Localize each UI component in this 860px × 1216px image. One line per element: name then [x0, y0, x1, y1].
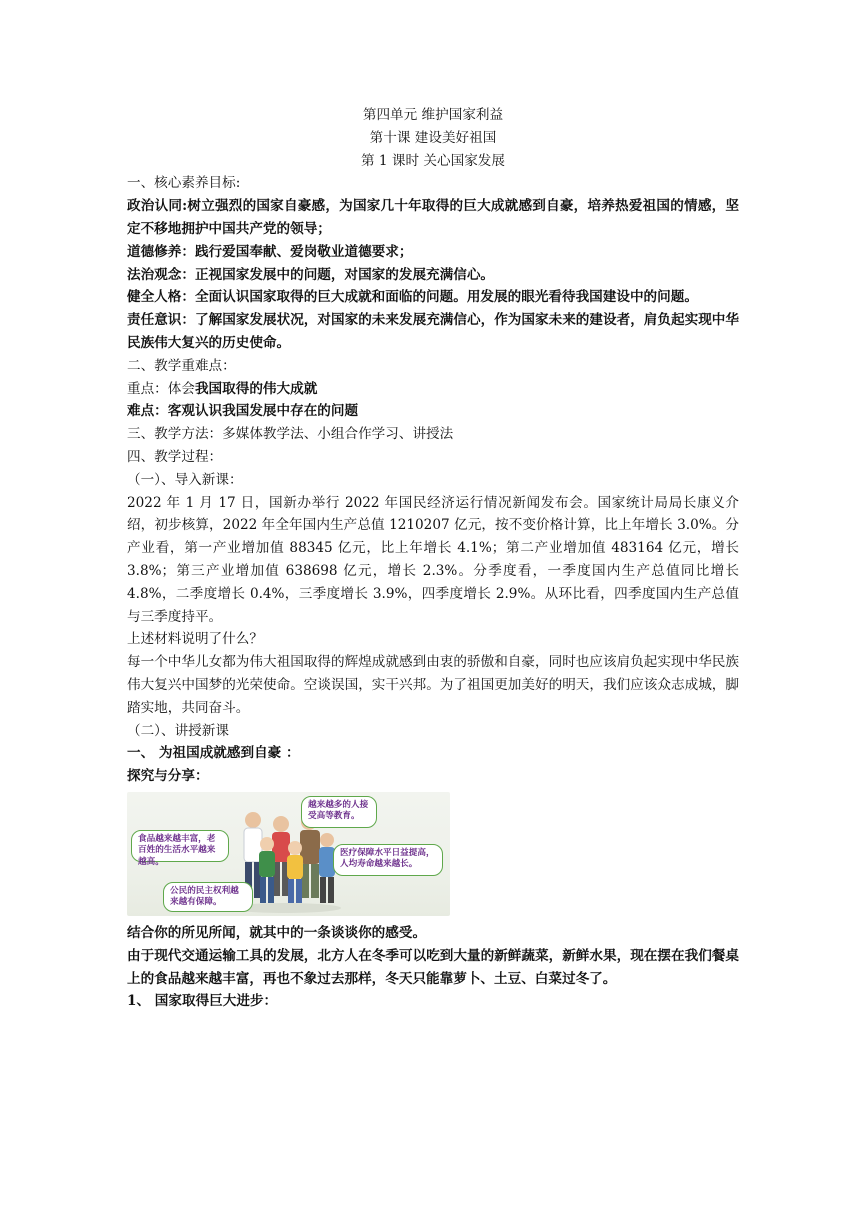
key-point — [127, 378, 739, 401]
part-one-title: 一、 为祖国成就感到自豪 ： — [127, 745, 300, 762]
intro-title: （一）、导入新课： — [127, 471, 243, 488]
period-heading: 第 1 课时 关心国家发展 — [361, 152, 505, 169]
goal-moral-cultivation: 道德修养：践行爱国奉献、爱岗敬业道德要求； — [127, 243, 413, 260]
unit-heading: 第四单元 维护国家利益 — [362, 107, 504, 123]
goal-sound-personality: 健全人格：全面认识国家取得的巨大成就和面临的问题。用发展的眼光看待我国建设中的问题。 — [127, 289, 698, 306]
section-core-goals-title: 一、核心素养目标: — [127, 175, 241, 192]
document-page — [127, 104, 739, 1013]
progress-title: 1、 国家取得巨大进步： — [127, 993, 278, 1010]
lesson-heading: 第十课 建设美好祖国 — [369, 129, 497, 146]
key-point-bold: 我国取得的伟大成就 — [194, 380, 318, 397]
explore-illustration — [127, 792, 450, 916]
goal-responsibility: 责任意识：了解国家发展状况，对国家的未来发展充满信心，作为国家未来的建设者，肩负起实现中华民族伟大复兴的历史使命。 — [127, 312, 739, 351]
discussion-prompt: 结合你的所见所闻，就其中的一条谈谈你的感受。 — [127, 924, 427, 941]
speech-bubble-food: 食品越来越丰富，老百姓的生活水平越来越高。 — [131, 830, 229, 862]
difficulty-point: 难点：客观认识我国发展中存在的问题 — [127, 403, 359, 420]
explore-title: 探究与分享： — [127, 768, 209, 785]
intro-answer: 每一个中华儿女都为伟大祖国取得的辉煌成就感到由衷的骄傲和自豪，同时也应该肩负起实现中华民族伟大复兴中国梦的光荣使命。空谈误国，实干兴邦。为了祖国更加美好的明天，我们应该众志成城，脚踏实地，共同奋斗。 — [127, 654, 739, 716]
discussion-response: 由于现代交通运输工具的发展，北方人在冬季可以吃到大量的新鲜蔬菜，新鲜水果，现在摆在我们餐桌上的食品越来越丰富，再也不象过去那样，冬天只能靠萝卜、土豆、白菜过冬了。 — [127, 947, 739, 987]
section-process-title: 四、教学过程： — [127, 448, 223, 465]
key-point-prefix: 重点：体会 — [127, 380, 195, 397]
goal-political-identity: 政治认同:树立强烈的国家自豪感，为国家几十年取得的巨大成就感到自豪，培养热爱祖国的情感，坚定不移地拥护中国共产党的领导； — [127, 198, 739, 237]
section-methods-title: 三、教学方法：多媒体教学法、小组合作学习、讲授法 — [127, 426, 454, 443]
intro-question: 上述材料说明了什么？ — [127, 631, 263, 648]
section-key-points-title: 二、教学重难点： — [127, 357, 236, 374]
speech-bubble-education: 越来越多的人接受高等教育。 — [301, 796, 377, 828]
speech-bubble-healthcare: 医疗保障水平日益提高，人均寿命越来越长。 — [333, 844, 443, 876]
goal-rule-of-law: 法治观念：正视国家发展中的问题，对国家的发展充满信心。 — [127, 266, 495, 283]
speech-bubble-democracy: 公民的民主权利越来越有保障。 — [163, 882, 253, 912]
intro-text: 2022 年 1 月 17 日，国新办举行 2022 年国民经济运行情况新闻发布会。国家统计局局长康义介绍，初步核算，2022 年全年国内生产总值 1210207 亿元，按不变价格计算，比上年增长 3.0%。分产业看，第一产业增加值 88345 亿元，比上年增长 4.1%；第二产业增加值 483164 亿元，增长 3.8%；第三产业增加值 638698 亿元，增长 2.3%。分季度看，一季度国内生产总值同比增长 4.8%，二季度增长 0.4%，三季度增长 3.9%，四季度增长 2.9%。从环比看，四季度国内生产总值与三季度持平。 — [127, 494, 739, 625]
new-lesson-title: （二）、讲授新课 — [127, 722, 229, 739]
